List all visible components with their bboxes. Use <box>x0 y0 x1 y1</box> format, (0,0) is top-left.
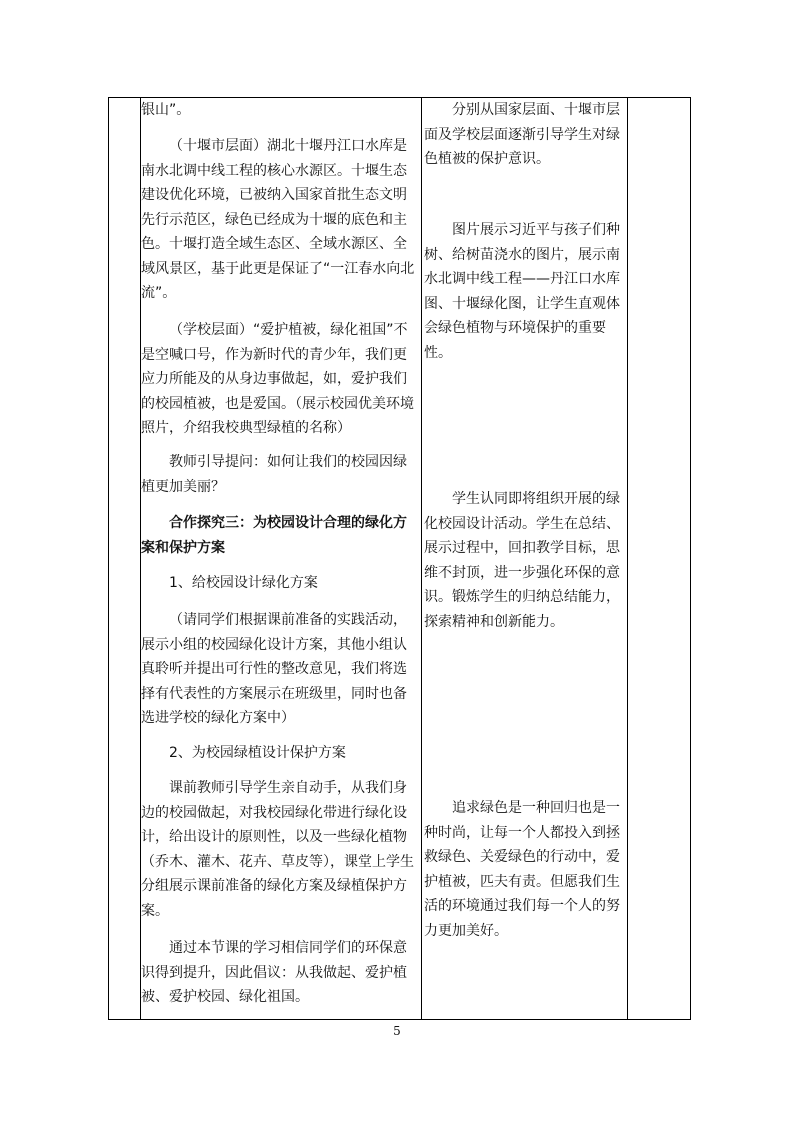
paragraph-greening-plan: （请同学们根据课前准备的实践活动，展示小组的校园绿化设计方案，其他小组认真聆听并提出可行性的整改意见，我们将选择有代表性的方案展示在班级里，同时也备选进学校的绿化方案中） <box>141 612 407 726</box>
paragraph-school-level: （学校层面）“爱护植被，绿化祖国”不是空喊口号，作为新时代的青少年，我们更应力所能及的从身边事做起，如，爱护我们的校园植被，也是爱国。（展示校园优美环境照片，介绍我校典型绿植的名称） <box>141 322 414 436</box>
subheading-greening-plan: 1、给校园设计绿化方案 <box>169 575 318 591</box>
paragraph-protection-plan: 课前教师引导学生亲自动手，从我们身边的校园做起，对我校园绿化带进行绿化设计，给出设计的原则性，以及一些绿化植物（乔木、灌木、花卉、草皮等），课堂上学生分组展示课前准备的绿化方案及绿植保护方案。 <box>141 780 414 919</box>
page-number: 5 <box>393 1024 401 1038</box>
column-divider-2 <box>421 97 422 1020</box>
table-bottom-border <box>108 1019 691 1020</box>
intent-pictures: 图片展示习近平与孩子们种树、给树苗浇水的图片，展示南水北调中线工程——丹江口水库图、十堰绿化图，让学生直观体会绿色植物与环境保护的重要性。 <box>424 222 620 361</box>
column-divider-3 <box>627 97 628 1020</box>
table-left-border <box>108 97 109 1020</box>
paragraph-teacher-question: 教师引导提问：如何让我们的校园因绿植更加美丽？ <box>141 454 407 495</box>
intent-levels: 分别从国家层面、十堰市层面及学校层面逐渐引导学生对绿色植被的保护意识。 <box>424 102 620 167</box>
paragraph-continuation: 银山”。 <box>141 102 191 118</box>
paragraph-initiative: 通过本节课的学习相信同学们的环保意识得到提升，因此倡议：从我做起、爱护植被、爱护校园、绿化祖国。 <box>141 940 407 1005</box>
heading-cooperative-inquiry-3: 合作探究三：为校园设计合理的绿化方案和保护方案 <box>141 515 407 556</box>
subheading-protection-plan: 2、为校园绿植设计保护方案 <box>169 745 346 761</box>
intent-design-activity: 学生认同即将组织开展的绿化校园设计活动。学生在总结、展示过程中，回扣教学目标，思维不封顶，进一步强化环保的意识。锻炼学生的归纳总结能力，探索精神和创新能力。 <box>424 491 620 630</box>
table-right-border <box>690 97 691 1020</box>
intent-green-pursuit: 追求绿色是一种回归也是一种时尚，让每一个人都投入到拯救绿色、关爱绿色的行动中，爱护植被，匹夫有责。但愿我们生活的环境通过我们每一个人的努力更加美好。 <box>424 800 620 939</box>
paragraph-shiyan-level: （十堰市层面）湖北十堰丹江口水库是南水北调中线工程的核心水源区。十堰生态建设优化环境，已被纳入国家首批生态文明先行示范区，绿色已经成为十堰的底色和主色。十堰打造全域生态区、全域水源区、全域风景区，基于此更是保证了“一江春水向北流”。 <box>141 138 415 301</box>
